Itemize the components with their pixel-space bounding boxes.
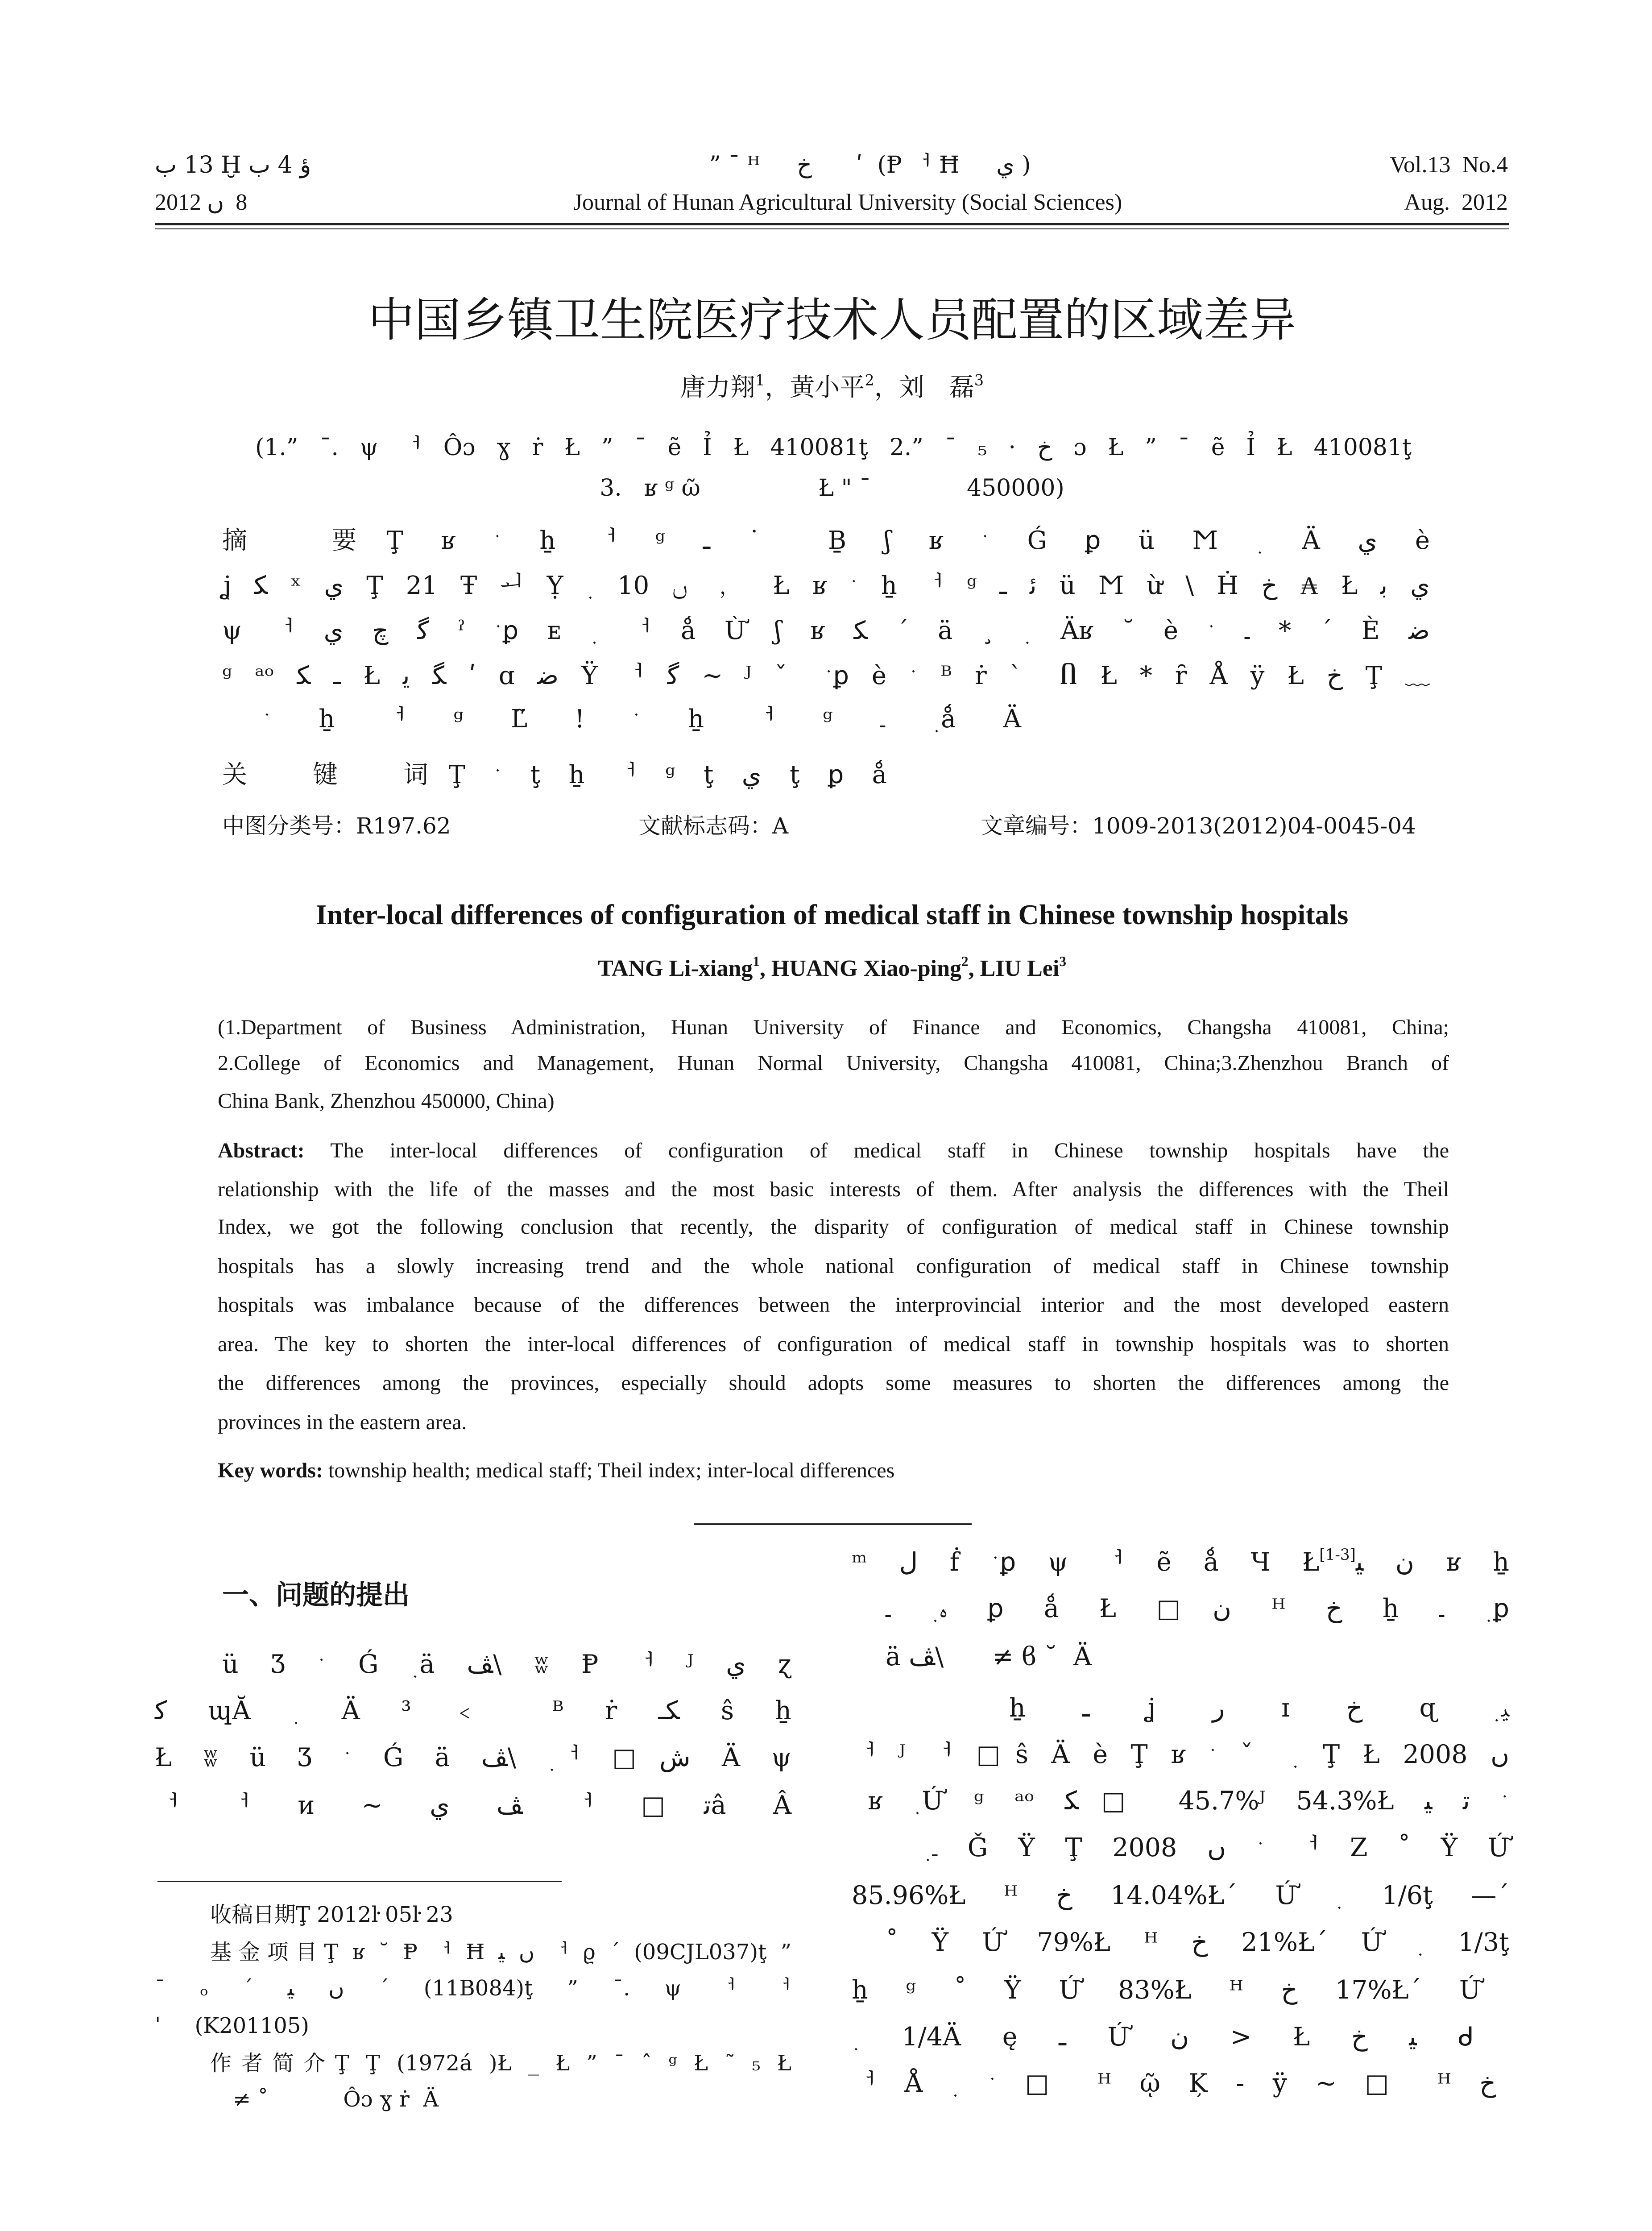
authors-cn: [155, 373, 1509, 402]
author-affil-mark: 3: [1059, 954, 1066, 970]
body-line: ü Ʒ ﮲ Ǵ ﮳ä ﭫ\ ʬ Ᵽ ᅥ ᴶ ي ɀ: [222, 1650, 791, 1679]
body-line: ʁ ﮳Ứ ᵍ ᵃᵒ ﮑ□ 45.7%ᴶ 54.3%Ł ﯿ ﺗ ﮲: [868, 1786, 1509, 1816]
keywords-en: [218, 1458, 1449, 1484]
abstract-en-line: Index, we got the following conclusion that recently, the disparity of configuration of medical staff in Chinese township: [218, 1215, 1449, 1239]
author-affil-mark: 1: [753, 954, 760, 970]
abstract-text: The inter-local differences of configuration of medical staff in Chinese township hospitals have the: [304, 1139, 1449, 1162]
abstract-en-line: hospitals was imbalance because of the differences between the interprovincial interior and the most developed eastern: [218, 1293, 1449, 1317]
affiliation-en-line: 2.College of Economics and Management, Hunan Normal University, Changsha 410081, China;3.Zhenzhou Branch of: [218, 1051, 1449, 1075]
abstract-en-line: hospitals has a slowly increasing trend and the whole national configuration of medical staff in Chinese township: [218, 1254, 1449, 1278]
keywords-label: Key words:: [218, 1459, 323, 1482]
article-number: 文章编号：1009-2013(2012)04-0045-04: [981, 813, 1416, 839]
body-line: ᅥ ᴶ ᅥ □ŝ Ä è Ţ ʁ ﮲ ˇ ﮳ Ţ Ł 2008 ں: [852, 1740, 1509, 1769]
keywords-cn: 关 键 词Ţ ﮲ ţ ẖ ᅥ ᵍ ţ ي ţ ꝑ ǻ: [222, 760, 887, 789]
citation-mark: [1-3]: [1319, 1546, 1356, 1564]
footnote-rule: [157, 1881, 562, 1882]
footnote-fund: 基金项目Ţ ʁ ˘ Ᵽ ᅥ Ħ ﯿ ں ᅥ ϱ ´ (09CJL037)ţ ”: [210, 1940, 791, 1965]
author-affil-mark: 3: [974, 371, 984, 389]
body-line: ᅥ ᅥ ᴎ ~ ي ﭫ ᅥ □ﺗâ Â: [155, 1791, 791, 1820]
section-heading: 一、问题的提出: [222, 1580, 410, 1611]
body-line: 85.96%Ł ᴴ ﺥ 14.04%Ł´ Ứ ﮳ 1/6ţ —´: [852, 1881, 1509, 1910]
abstract-en-line: the differences among the provinces, especially should adopts some measures to shorten the differences among the: [218, 1371, 1449, 1395]
header-issue-cn: ب 13 Ḫ ب 4 ؤ: [155, 152, 311, 178]
body-line: ـ ﮳ﮦ ꝑ ǻ Ł □ﻥ ᴴ ﺥ ẖ ـ ﮳ꝑ: [886, 1594, 1509, 1623]
header-journal-cn: ” ¯ ᴴ ﺥ ʹ (Ᵽ ᅥ Ħ ي ): [709, 152, 1031, 178]
abstract-en-line: [218, 1138, 1449, 1164]
header-journal-en: Journal of Hunan Agricultural University (Social Sciences): [573, 190, 1122, 215]
abstract-cn-line: ʝ ﮑ ˣ ي Ţ 21 Ŧ ᅬ Ỵ ﮳ 10 ں ﹐ Ł ʁ ﮲ ẖ ᅥ ᵍ ـ ﺋ ü Ϻ ừ \ Ḣ ﺥ ₳ Ł ﺑ ي: [222, 571, 1430, 600]
authors-en: [155, 955, 1509, 983]
header-volume: Vol.13 No.4: [1390, 152, 1508, 178]
header-date-cn: 2012 ں 8: [155, 190, 248, 215]
abstract-cn-line: 摘 要Ţ ʁ ﮲ ẖ ᅥ ᵍ ـ ˙ Ḇ ʃ ʁ ﮲ Ǵ ꝑ ü Ϻ ﮳ Ä ي è: [222, 526, 1430, 555]
affiliation-cn-line: (1.” ¯. ψ ᅥ Ôɔ ɣ ṙ Ł ” ¯ ẽ Ỉ Ł 410081ţ 2.” ¯ ₅ · ﺥ ɔ Ł ” ¯ ẽ Ỉ Ł 410081ţ: [255, 434, 1412, 461]
body-text: ﯿ ﻥ ʁ ẖ: [1356, 1547, 1510, 1577]
footnote-author: ≠ ˚ Ôɔ ɣ ṙ Ä: [233, 2087, 439, 2112]
body-line: Ł ʬ ü Ʒ ﮲ Ǵ ä ﭫ\ ﮳ᅥ □ﺵ Ä ψ: [155, 1743, 791, 1772]
body-line: ẖ ᵍ ˚ Ÿ Ứ 83%Ł ᴴ ﺥ 17%Ł´ Ứ: [852, 1975, 1481, 2005]
body-line: ˚ Ÿ Ứ 79%Ł ᴴ ﺥ 21%Ł´ Ứ ﮳ 1/3ţ: [886, 1928, 1509, 1957]
footnote-author: 作者简介Ţ Ţ (1972á )Ł _ Ł ” ¯ ˆ ᵍ Ł ˜ ₅ Ł: [210, 2051, 791, 2076]
author-affil-mark: 2: [961, 954, 969, 970]
body-line: ᅥ Å ﮳ ﮲ □ ᴴ ῷ Ķ - ÿ ~ □ ᴴ ﺥ: [852, 2069, 1496, 2098]
body-line: ﮳ 1/4Ä ę ـ Ứ ﻥ > Ł ﺥ ﯿ ᑯ: [852, 2022, 1474, 2052]
footnote-fund: ˈ (K201105): [155, 2013, 310, 2038]
author-name: , HUANG Xiao-ping: [759, 956, 962, 981]
author-name: 唐力翔: [680, 373, 755, 402]
abstract-en-line: provinces in the eastern area.: [218, 1410, 467, 1434]
clc-number: 中图分类号：R197.62: [222, 813, 451, 839]
affiliation-cn-line: 3. ʁ ᵍ ῶ Ł " ¯ 450000): [600, 475, 1064, 502]
abstract-cn-line: ﮲ ẖ ᅥ ᵍ Ľ̃ ! ﮲ ẖ ᅥ ᵍ ـ ﮳ǻ Ä: [263, 705, 1021, 734]
header-rule-thin: [155, 228, 1509, 229]
affiliation-en-line: (1.Department of Business Administration, Hunan University of Finance and Economics, Changsha 410081, China;: [218, 1016, 1449, 1039]
author-name: TANG Li-xiang: [598, 956, 753, 981]
author-affil-mark: 1: [755, 371, 765, 389]
author-name: ，刘 磊: [874, 373, 974, 402]
footnote-received: 收稿日期Ţ 2012ŀ 05ŀ 23: [210, 1902, 453, 1927]
header-date-en: Aug. 2012: [1404, 190, 1508, 215]
author-name: , LIU Lei: [968, 956, 1060, 981]
page-title-cn: 中国乡镇卫生院医疗技术人员配置的区域差异: [368, 293, 1296, 347]
section-divider: [694, 1523, 972, 1525]
author-name: ，黄小平: [765, 373, 865, 402]
abstract-cn-line: ᵍ ᵃᵒ ﮑ ـ Ł ﯾ ﮕ ʹ ɑ ﺿ Ÿ ᅥ ﮔ ~ ᴶ ˇ ﮲ꝑ è ﮲ ᴮ ṙ ˋ Ⴖ Ł * ȓ Å ÿ Ł ﺥ Ţ ﹏: [222, 661, 1430, 690]
body-line: ﮐ ɰĂ ﮳ Ä ³ ﹤ ᴮ ṙ ـﮑ ŝ ẖ: [155, 1696, 791, 1725]
body-line: ẖ ـ ʝ ﺭ ɪ ﺥ ɋ ﮳ﯿ: [1009, 1693, 1509, 1723]
body-text: ᵐ ﻝ ḟ ﮲ꝑ ψ ᅥ ẽ ǻ Ч Ł: [852, 1547, 1320, 1577]
header-rule-thick: [155, 223, 1509, 225]
author-affil-mark: 2: [865, 371, 874, 389]
footnote-fund: ¯ ₒ ´ ﯿ ں ´ (11B084)ţ ” ¯. ψ ᅥ ᅥ: [155, 1976, 791, 2001]
body-line: ä ﭫ\ ≠ ϐ ˘ Ä: [886, 1642, 1092, 1671]
page-title-en: Inter-local differences of configuration of medical staff in Chinese township hospitals: [315, 899, 1349, 930]
affiliation-en-line: China Bank, Zhenzhou 450000, China): [218, 1089, 555, 1113]
abstract-en-line: relationship with the life of the masses and the most basic interests of them. After analysis the differences with the Theil: [218, 1178, 1449, 1201]
abstract-label: Abstract:: [218, 1139, 305, 1162]
abstract-en-line: area. The key to shorten the inter-local differences of configuration of medical staff in township hospitals was to shorten: [218, 1332, 1449, 1356]
keywords-text: township health; medical staff; Theil index; inter-local differences: [323, 1459, 895, 1482]
document-code: 文献标志码：A: [638, 813, 789, 839]
abstract-cn-line: ψ ᅥ ي ﭺ ﮔ ˀ ﮲ꝑ ᴇ ﮳ ᅥ ǻ Ừ ʃ ʁ ﮑ ´ ä ¸ ﮳ Äʁ ˘ è ﮲ ـ * ´ È ﺿ: [222, 616, 1430, 645]
body-line: ﮳ـ Ǧ Ÿ Ţ 2008 ں ﮲ ᅥ Ζ ˚ Ÿ Ứ: [923, 1833, 1509, 1862]
body-line: [852, 1547, 1509, 1577]
